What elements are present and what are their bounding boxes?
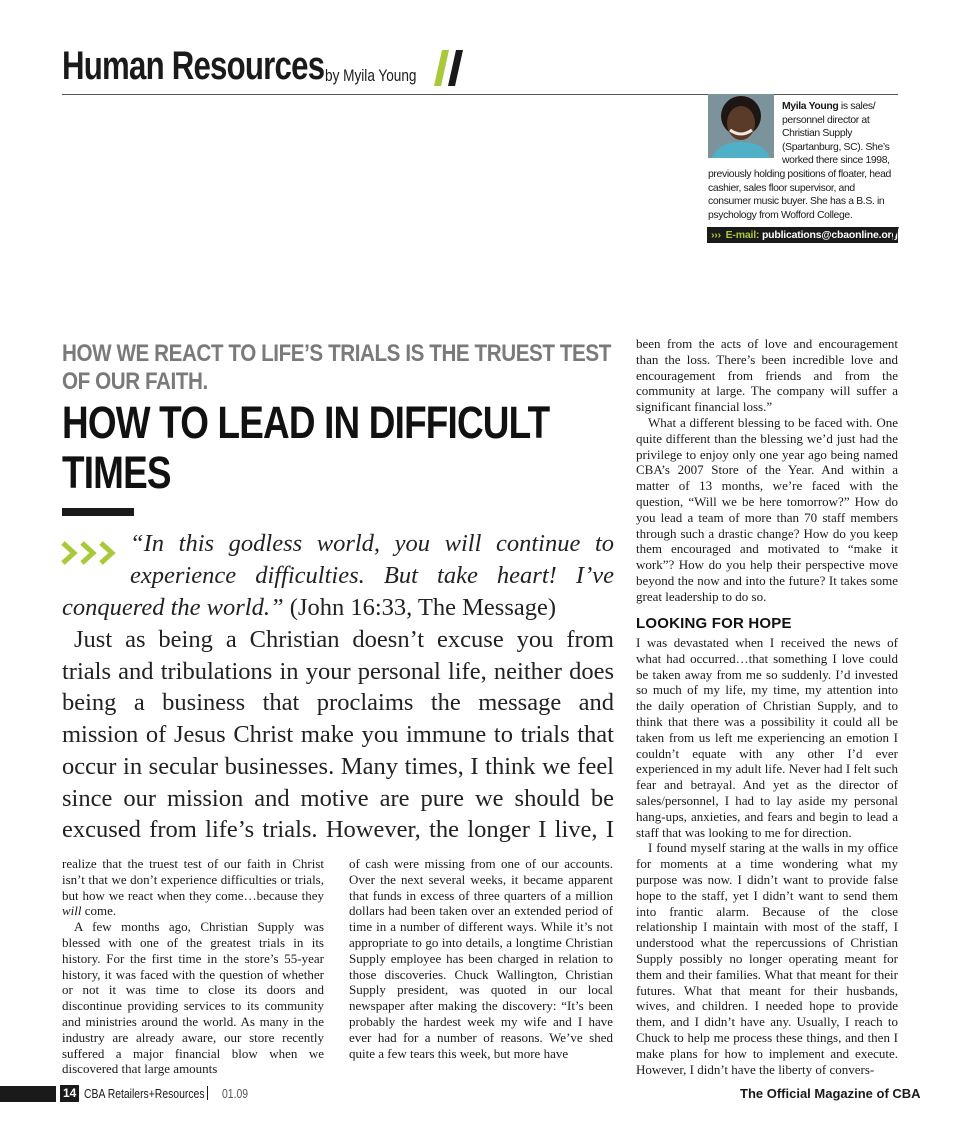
body-paragraph: I was devastated when I received the news of what had occurred…that something I love could be taken away from me so suddenly. I’d invested so much of my life, my time, my attention into the daily operation of Christian Supply, and to think that there was a possibility it could all be taken from us left me experiencing an emotion I couldn’t equate with any other I’d ever experienced in my adult life. Never had I felt such fear and betrayal. And yet as the director of sales/personnel, I had to lay aside my personal hang-ups, anxieties, and fears and begin to lead a staff that was looking to me for direction. — [636, 635, 898, 840]
body-column-1 — [62, 856, 324, 1077]
body-paragraph: I found myself staring at the walls in my office for moments at a time wondering what my purpose was now. I didn’t want to provide false hope to the staff, yet I didn’t want to send them into frantic alarm. Because of the close relationship I maintain with most of the staff, I understood what the repercussions of Christian Supply possibly no longer operating meant for them and their families. What that meant for their futures. What that meant for their husbands, wives, and children. I needed hope to provide them, and I didn’t have any. Usually, I reach to Chuck to help me process these things, and then I make plans for how to implement and execute. However, I didn’t have the liberty of convers- — [636, 840, 898, 1077]
lead-quote — [62, 528, 614, 624]
email-label: E-mail: — [725, 229, 760, 241]
chevron-spacer — [62, 528, 130, 590]
emphasis-text: will — [62, 903, 82, 919]
footer-date: 01.09 — [222, 1086, 249, 1101]
lead-quote-text: “In this godless world, you will continue to experience difficulties. But take heart! I’ve conquered the world.” — [62, 530, 614, 621]
footer-separator — [207, 1086, 208, 1100]
body-paragraph: What a different blessing to be faced with. One quite different than the blessing we’d just had the privilege to enjoy only one year ago being named CBA’s 2007 Store of the Year. And within a matter of 13 months, we’re faced with the question, “Will we be here tomorrow?” How do you lead a team of more than 70 staff members through such a drastic change? How do you keep them encouraged and motivated to “make it work”? How do you help their perspective move beyond the now and into the future? It takes some great leadership to do so. — [636, 414, 898, 604]
footer-bar — [0, 1086, 56, 1102]
body-column-3-top — [636, 336, 898, 605]
body-paragraph: been from the acts of love and encouragement than the loss. There’s been incredible love and encouragement from friends and from the community at large. The company will suffer a significant financial loss.” — [636, 336, 898, 415]
article-kicker: HOW WE REACT TO LIFE’S TRIALS IS THE TRUEST TEST OF OUR FAITH. — [62, 340, 611, 395]
article-headline: HOW TO LEAD IN DIFFICULT TIMES — [62, 397, 550, 498]
intro-paragraph: Just as being a Christian doesn’t excuse you from trials and tribulations in your personal life, neither does being a business that proclaims the message and mission of Jesus Christ make you immune to trials that occur in secular businesses. Many times, I think we feel since our mission and motive are pure we should be excused from life’s trials. However, the longer I live, I — [62, 626, 614, 844]
double-slash-quote-icon — [432, 48, 466, 88]
footer-magazine-name: CBA Retailers+Resources — [84, 1086, 205, 1101]
body-text: realize that the truest test of our faith in Christ isn’t that we don’t experience difficulties or trials, but how we react when they come…because they — [62, 856, 324, 903]
photo-wrap-spacer — [708, 100, 782, 160]
byline: by Myila Young — [325, 66, 417, 85]
author-name: Myila Young — [782, 101, 839, 112]
body-column-3-bottom — [636, 635, 898, 1077]
email-bar[interactable] — [707, 227, 898, 243]
body-text: come. — [81, 903, 117, 919]
footer-tagline: The Official Magazine of CBA — [740, 1086, 921, 1101]
body-paragraph: A few months ago, Christian Supply was blessed with one of the greatest trials in its history. For the first time in the store’s 55-year history, it was faced with the question of whether or not it was time to close its doors and discontinue providing services to its community and ministries around the world. As many in the industry are already aware, our store recently suffered a major financial blow when we discovered that large amounts — [62, 919, 324, 1077]
page-number: 14 — [60, 1085, 79, 1102]
author-bio — [708, 100, 898, 222]
body-paragraph: of cash were missing from one of our accounts. Over the next several weeks, it became apparent that funds in excess of three quarters of a million dollars had been taken over an extended period of time in a number of different ways. While it’s not appropriate to go into details, a longtime Christian Supply employee has been charged in relation to those discoveries. Chuck Wallington, Christian Supply president, was quoted in our local newspaper after making the discovery: “It’s been probably the hardest week my wife and I have ever had for a number of reasons. We’ve shed quite a few tears this week, but more have — [349, 856, 613, 1061]
email-address[interactable]: publications@cbaonline.org — [761, 229, 898, 241]
section-heading: LOOKING FOR HOPE — [636, 615, 792, 632]
headline-underbar — [62, 508, 134, 516]
body-paragraph — [62, 856, 324, 919]
triple-chevron-small-icon: ››› — [711, 229, 721, 241]
lead-quote-citation: (John 16:33, The Message) — [283, 594, 557, 621]
author-bio-text: is sales/ personnel director at Christian Supply (Spartanburg, SC). She’s worked there since 1998, previously holding positions of floater, head cashier, sales floor supervisor, and consumer music buyer. She has a B.S. in psychology from Wofford College. — [708, 101, 891, 221]
column-title: Human Resources — [62, 44, 325, 88]
email-bar-tail — [893, 227, 899, 243]
body-column-2 — [349, 856, 613, 1061]
